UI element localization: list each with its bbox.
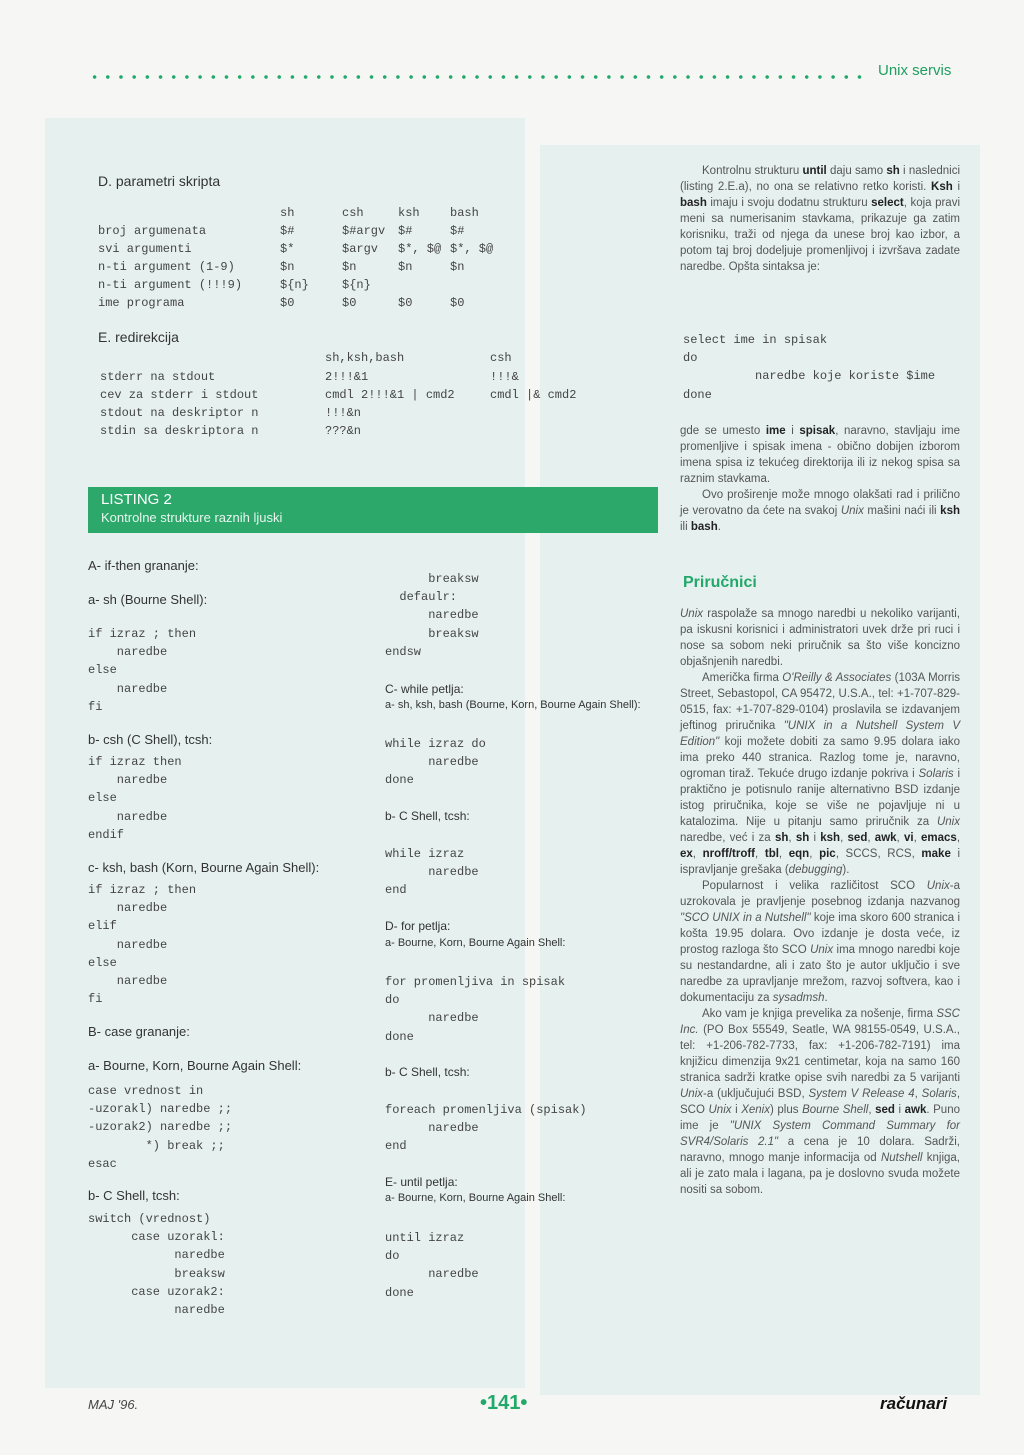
redir-value: 2!!!&1 (325, 370, 369, 384)
section-title: Unix servis (878, 62, 952, 79)
right-prirucnici-text: Unix raspolaže sa mnogo naredbi u nekoliko varijanti, pa iskusni korisnici i administratori uvek drže pri ruci i nose sa sobom neki priručnik sa što više koncizno objašnjenih naredbi. Američka firma O'Reilly & Associates (103A Morris Street, Sebastopol, CA 95472, U.S.A., tel: +1-707-829-0515, fax: +1-707-829-0104) proslavila se izdavanjem jeftinog priručnika "UNIX in a Nutshell System V Edition" koji možete dobiti za samo 9.95 dolara iako ima preko 440 stranica. Razlog tome je, naravno, ogroman tiraž. Tekuće drugo izdanje pokriva i Solaris i praktično je potisnulo ranije alternativno BSD izdanje istog priručnika, koje se više ne pojavljuje ni u katalozima. Nije u pitanju samo priručnik za Unix naredbe, već i za sh, sh i ksh, sed, awk, vi, emacs, ex, nroff/troff, tbl, eqn, pic, SCCS, RCS, make i ispravljanje grešaka (debugging). Popularnost i velika različitost SCO Unix-a uzrokovala je pravljenje posebnog izdanja nazvanog "SCO UNIX in a Nutshell" koje ima skoro 600 stranica i košta 19.95 dolara. Ovo izdanje je dosta veće, iz prostog razloga što SCO Unix ima mnogo naredbi koje su nestandardne, ali i zato što je autor uključio i sve naredbe za upravljanje mrežom, razvoj softvera, kao i dokumentaciju za sysadmsh. Ako vam je knjiga prevelika za nošenje, firma SSC Inc. (PO Box 55549, Seatle, WA 98155-0549, U.S.A., tel: +1-206-782-7733, fax: +1-206-782-7191) ima knjižicu dimenzija 9x21 centimetar, koja na samo 160 stranica sadrži kratke opise svih naredbi za 5 varijanti Unix-a (uključujući BSD, System V Release 4, Solaris, SCO Unix i Xenix) plus Bourne Shell, sed i awk. Puno ime je "UNIX System Command Summary for SVR4/Solaris 2.1" a cena je 10 dolara. Sadrži, naravno, mnogo manje informacija od Nutshell knjiga, ali je zato mala i lagana, pa je doslovno svuda možete nositi sa sobom. (680, 608, 961, 1196)
param-value: $0 (280, 296, 295, 310)
redir-title: E. redirekcija (98, 329, 179, 345)
magazine-logo: računari (880, 1394, 948, 1413)
redir-value: !!!&n (325, 406, 362, 420)
b2-heading: b- C Shell, tcsh: (88, 1188, 180, 1203)
param-value: $argv (342, 242, 379, 256)
page-number: •141• (480, 1392, 528, 1414)
listing-subtitle: Kontrolne strukture raznih ljuski (101, 510, 283, 525)
a1-heading: a- sh (Bourne Shell): (88, 592, 208, 607)
param-col-csh: csh (342, 206, 364, 220)
code-block: if izraz ; then naredbe elif naredbe else naredbe fi (88, 883, 197, 1007)
section-c-heading: C- while petlja: (385, 682, 464, 696)
redir-value: cmdl |& cmd2 (490, 388, 577, 402)
param-value: $0 (398, 296, 413, 310)
redir-label: stdout na deskriptor n (100, 406, 259, 420)
c2-sub-heading: b- C Shell, tcsh: (385, 809, 470, 823)
code-block: case vrednost in -uzorakl) naredbe ;; -uzorak2) naredbe ;; *) break ;; esac (88, 1084, 233, 1171)
param-value: $# (280, 224, 295, 238)
code-block: breaksw defaulr: naredbe breaksw endsw (385, 572, 479, 659)
param-value: $n (398, 260, 413, 274)
param-col-ksh: ksh (398, 206, 420, 220)
param-value: $n (450, 260, 465, 274)
param-value: $*, $@ (398, 242, 442, 256)
a2-heading: a- Bourne, Korn, Bourne Again Shell: (88, 1058, 302, 1073)
redir-value: cmdl 2!!!&1 | cmd2 (325, 388, 455, 402)
code-block: switch (vrednost) case uzorakl: naredbe breaksw case uzorak2: naredbe (88, 1212, 225, 1318)
param-value: $# (398, 224, 413, 238)
param-label: svi argumenti (98, 242, 192, 256)
b1-heading: b- csh (C Shell), tcsh: (88, 732, 213, 747)
listing-title: LISTING 2 (101, 491, 172, 508)
code-block: while izraz do naredbe done (385, 737, 486, 788)
param-value: $*, $@ (450, 242, 494, 256)
redir-value: ???&n (325, 424, 362, 438)
param-value: ${n} (280, 278, 309, 292)
code-block: if izraz then naredbe else naredbe endif (88, 755, 182, 842)
redir-col-shkshbash: sh,ksh,bash (325, 351, 405, 365)
redir-value: !!!& (490, 370, 519, 384)
right-intro-text: Kontrolnu strukturu until daju samo sh i naslednici (listing 2.E.a), no ona se relativno retko koristi. Ksh i bash imaju i svoju dodatnu strukturu select, koja pravi meni sa numerisanim stavkama, prikazuje ga zatim korisniku, traži od njega da unese broj kao izbor, a potom taj broj dodeljuje promenljivoj i izvršava zadate naredbe. Opšta sintaksa je: (680, 165, 961, 273)
redir-label: stdin sa deskriptora n (100, 424, 259, 438)
param-value: $0 (450, 296, 465, 310)
listing-banner (88, 487, 658, 533)
c-sub-heading: a- sh, ksh, bash (Bourne, Korn, Bourne Again Shell): (385, 699, 641, 711)
section-e-heading: E- until petlja: (385, 1175, 458, 1189)
e-sub-heading: a- Bourne, Korn, Bourne Again Shell: (385, 1192, 566, 1204)
d-sub-heading: a- Bourne, Korn, Bourne Again Shell: (385, 937, 566, 949)
code-block: while izraz naredbe end (385, 847, 479, 898)
param-value: $#argv (342, 224, 386, 238)
param-label: ime programa (98, 296, 185, 310)
param-col-bash: bash (450, 206, 479, 220)
param-value: $# (450, 224, 465, 238)
select-code-block: select ime in spisak do naredbe koje koriste $ime done (683, 333, 936, 402)
section-d-heading: D- for petlja: (385, 919, 451, 933)
param-label: broj argumenata (98, 224, 207, 238)
prirucnici-heading: Priručnici (683, 574, 757, 591)
d2-sub-heading: b- C Shell, tcsh: (385, 1065, 470, 1079)
param-value: $0 (342, 296, 357, 310)
code-block: until izraz do naredbe done (385, 1231, 479, 1300)
param-label: n-ti argument (1-9) (98, 260, 235, 274)
section-a-heading: A- if-then grananje: (88, 558, 199, 573)
param-value: $n (342, 260, 357, 274)
redir-label: cev za stderr i stdout (100, 388, 259, 402)
param-col-sh: sh (280, 206, 295, 220)
section-b-heading: B- case grananje: (88, 1024, 190, 1039)
param-value: $* (280, 242, 295, 256)
code-block: for promenljiva in spisak do naredbe done (385, 975, 566, 1044)
c1-heading: c- ksh, bash (Korn, Bourne Again Shell): (88, 860, 320, 875)
footer-date: MAJ '96. (88, 1397, 139, 1412)
param-label: n-ti argument (!!!9) (98, 278, 243, 292)
redir-label: stderr na stdout (100, 370, 216, 384)
redir-col-csh: csh (490, 351, 512, 365)
code-block: if izraz ; then naredbe else naredbe fi (88, 627, 197, 714)
header-dotted-rule (88, 74, 868, 80)
right-select-text: gde se umesto ime i spisak, naravno, stavljaju ime promenljive i spisak imena - obično dobijen izborom imena spisa iz tekućeg direktorija ili iz nekog spisa sa raznim stavkama. Ovo proširenje može mnogo olakšati rad i prilično je verovatno da ćete na svakoj Unix mašini naći ili ksh ili bash. (680, 425, 960, 533)
param-title: D. parametri skripta (98, 173, 221, 189)
param-value: ${n} (342, 278, 371, 292)
code-block: foreach promenljiva (spisak) naredbe end (385, 1103, 587, 1154)
param-value: $n (280, 260, 295, 274)
